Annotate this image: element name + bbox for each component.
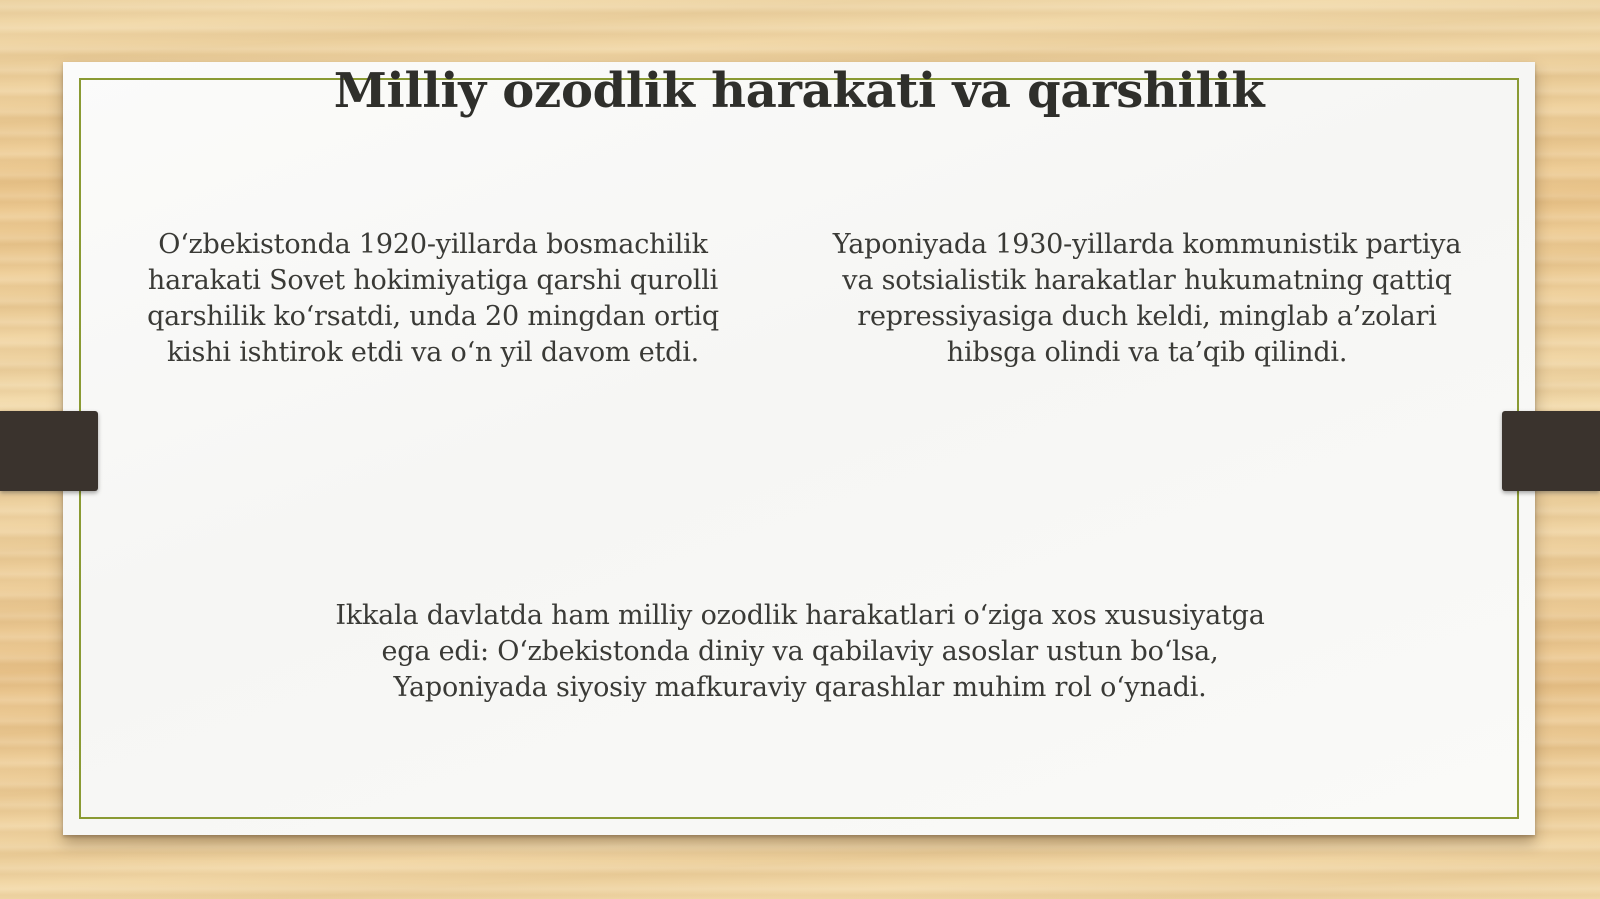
slide-card [63, 62, 1535, 835]
paragraph-line: qarshilik ko‘rsatdi, unda 20 mingdan ortiq [147, 301, 719, 332]
left-side-tab [0, 411, 98, 491]
paragraph-line: Yaponiyada 1930-yillarda kommunistik partiya [832, 229, 1462, 260]
paragraph-line: Yaponiyada siyosiy mafkuraviy qarashlar muhim rol o‘ynadi. [393, 672, 1207, 703]
paragraph-line: ega edi: O‘zbekistonda diniy va qabilaviy asoslar ustun bo‘lsa, [381, 636, 1219, 667]
paragraph-line: harakati Sovet hokimiyatiga qarshi qurolli [147, 265, 719, 296]
paragraph-line: O‘zbekistonda 1920-yillarda bosmachilik [158, 229, 708, 260]
uzbekistan-paragraph [118, 227, 748, 371]
comparison-paragraph [280, 598, 1320, 706]
paragraph-line: va sotsialistik harakatlar hukumatning qattiq [842, 265, 1452, 296]
right-side-tab [1502, 411, 1600, 491]
paragraph-line: repressiyasiga duch keldi, minglab a’zolari [857, 301, 1437, 332]
paragraph-line: hibsga olindi va ta’qib qilindi. [946, 337, 1348, 368]
paragraph-line: Ikkala davlatda ham milliy ozodlik harakatlari o‘ziga xos xususiyatga [335, 600, 1265, 631]
japan-paragraph [800, 227, 1494, 371]
paragraph-line: kishi ishtirok etdi va o‘n yil davom etdi. [166, 337, 700, 368]
slide-title: Milliy ozodlik harakati va qarshilik [333, 63, 1265, 119]
slide-inner-frame [79, 78, 1519, 819]
